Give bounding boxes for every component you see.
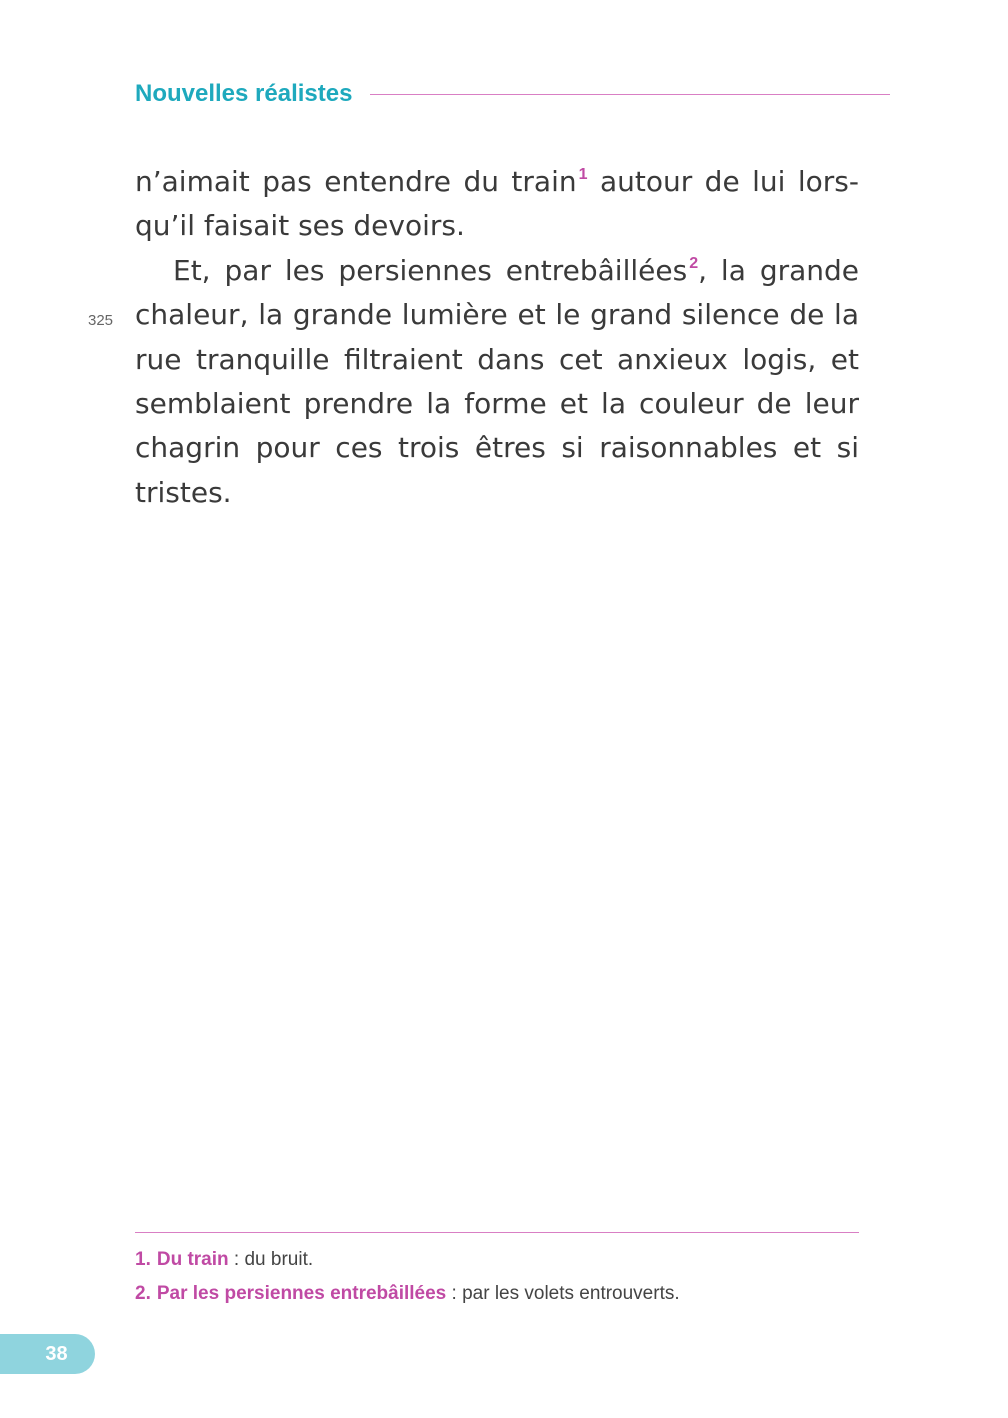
- footnotes: [135, 1245, 895, 1313]
- text-line: qu’il faisait ses devoirs.: [135, 209, 465, 243]
- footnote: [135, 1279, 895, 1313]
- footnote-definition: : du bruit.: [228, 1249, 314, 1270]
- text-line: chaleur, la grande lumière et le grand silence de la: [135, 298, 859, 332]
- body-text: [135, 160, 859, 515]
- header-rule: [370, 94, 890, 95]
- footnote-number: 2.: [135, 1283, 151, 1304]
- footnote-ref[interactable]: 1: [578, 166, 588, 183]
- footnote-ref[interactable]: 2: [689, 254, 699, 272]
- page-number-tab: [0, 1334, 95, 1374]
- text-line: rue tranquille filtraient dans cet anxieux logis, et: [135, 342, 859, 376]
- running-header: [135, 78, 890, 110]
- page-number: 38: [45, 1342, 68, 1365]
- footnote-definition: : par les volets entrouverts.: [446, 1283, 680, 1304]
- footnote-rule: [135, 1232, 859, 1233]
- line-number: 325: [88, 312, 114, 329]
- text-line: n’aimait pas entendre du train $^1$ autour de lui lors-: [135, 165, 859, 198]
- footnote-number: 1.: [135, 1249, 151, 1270]
- footnote-term: Par les persiennes entrebâillées: [156, 1283, 447, 1304]
- running-title: Nouvelles réalistes: [135, 80, 353, 107]
- footnote-term: Du train: [156, 1249, 229, 1270]
- text-line: Et, par les persiennes entrebâillées $^2$, la grande: [173, 253, 860, 287]
- text-line: semblaient prendre la forme et la couleur de leur: [135, 386, 859, 420]
- text-line: chagrin pour ces trois êtres si raisonnables et si: [135, 431, 859, 465]
- footnote: [135, 1245, 895, 1279]
- text-line: tristes.: [135, 475, 232, 509]
